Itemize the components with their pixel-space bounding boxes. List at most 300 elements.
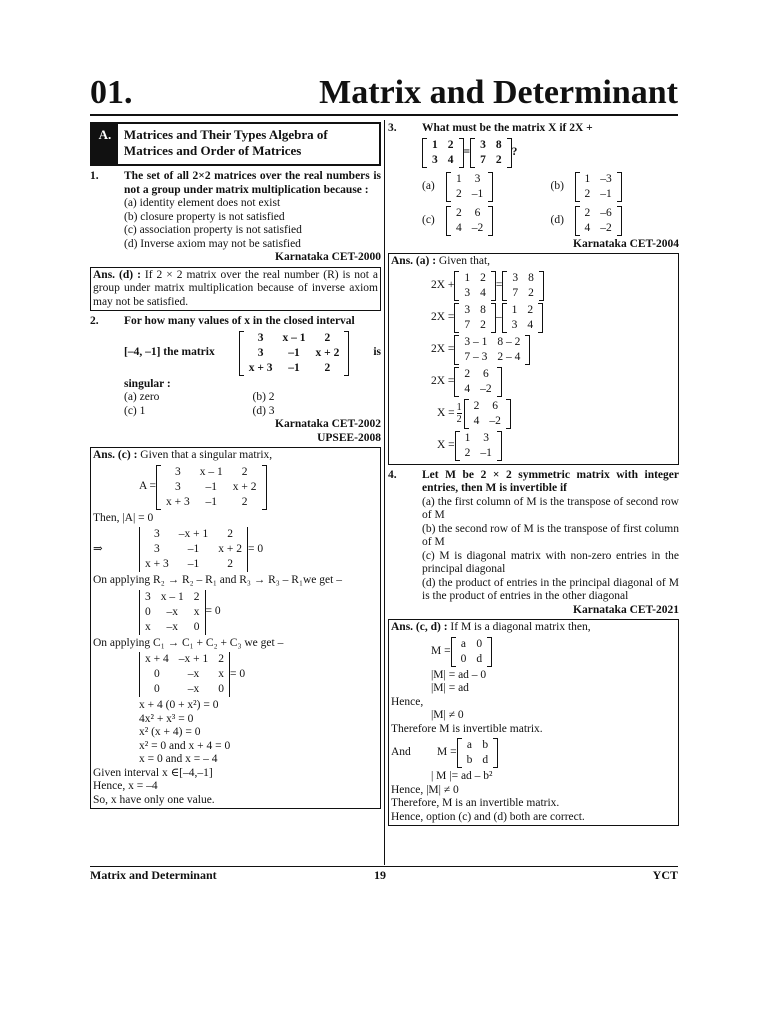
matrix-cell: 3	[480, 138, 486, 151]
matrix-row	[580, 206, 617, 221]
matrix-row	[459, 303, 491, 318]
matrix-cell: x – 1	[199, 465, 223, 478]
matrix-cell: –1	[471, 187, 484, 200]
matrix-cell: 1	[464, 431, 471, 444]
matrix-cell: 0	[476, 637, 483, 650]
matrix-cell: 2	[241, 495, 248, 508]
matrix	[422, 138, 464, 168]
source-label: UPSEE-2008	[317, 431, 381, 444]
bracket-right	[506, 399, 511, 429]
operation-2: On applying C₁ → C₁ + C₂ + C₃ we get –	[93, 636, 284, 649]
matrix-entries	[507, 303, 539, 333]
matrix-row	[580, 221, 617, 236]
matrix	[464, 399, 511, 429]
matrix	[454, 303, 496, 333]
matrix-cell: 2	[324, 331, 331, 344]
matrix-row	[580, 172, 617, 187]
matrix-entries	[140, 527, 247, 572]
singular-text: singular :	[124, 377, 171, 390]
bracket-right	[493, 738, 498, 768]
option-a	[422, 172, 551, 202]
matrix-cell: x + 3	[166, 495, 190, 508]
matrix-entries	[459, 271, 491, 301]
matrix-cell: 6	[492, 399, 499, 412]
matrix-entries	[459, 335, 525, 365]
answer-box-2	[90, 447, 381, 809]
lhs: X =	[437, 406, 455, 419]
matrix-entries	[244, 331, 345, 376]
neq-line: |M| ≠ 0	[431, 709, 464, 721]
option-a: (a) zero	[124, 391, 160, 403]
determinant-line-3	[93, 652, 378, 697]
determinant-line-2	[93, 590, 378, 635]
lhs: 2X =	[431, 342, 455, 355]
matrix-row	[161, 495, 262, 510]
matrix	[457, 738, 499, 768]
options-grid	[90, 391, 381, 418]
matrix	[446, 206, 493, 236]
therefore-line: Therefore, M is an invertible matrix.	[391, 797, 560, 809]
question-number: 1.	[90, 170, 99, 182]
option-c: (c) association property is not satisfied	[124, 224, 302, 236]
matrix-cell: d	[476, 652, 483, 665]
matrix-entries	[507, 271, 539, 301]
matrix-row	[140, 620, 205, 635]
question-number: 4.	[388, 468, 397, 481]
matrix-row	[507, 286, 539, 301]
lhs: M =	[437, 746, 457, 759]
matrix-cell: 8	[480, 303, 486, 316]
bracket-right	[525, 335, 530, 365]
matrix-entries	[140, 652, 229, 697]
implies-arrow: ⇒	[93, 542, 103, 555]
matrix-cell: 3	[464, 286, 471, 299]
option-c: (c) M is diagonal matrix with non-zero entries in the principal diagonal	[422, 549, 679, 575]
matrix-cell: –1	[480, 446, 492, 459]
final-line: Hence, option (c) and (d) both are correct.	[391, 810, 585, 823]
numerator: 1	[456, 402, 462, 413]
bracket-right	[488, 172, 493, 202]
matrix-cell: 2 – 4	[497, 350, 521, 363]
source-label: Karnataka CET-2021	[573, 603, 679, 616]
minus: –	[495, 310, 502, 323]
lhs: 2X +	[431, 278, 455, 291]
question-3	[388, 122, 679, 136]
matrix-cell: 2	[584, 187, 591, 200]
matrix-cell: 2	[324, 361, 331, 374]
matrix-cell: 2	[456, 187, 462, 200]
question-4	[388, 469, 679, 496]
a-eq: A =	[139, 480, 157, 493]
determinant	[139, 590, 206, 635]
matrix-row	[459, 335, 525, 350]
matrix-cell: 1	[464, 271, 471, 284]
matrix-cell: 3	[154, 543, 160, 555]
bracket-right	[488, 206, 493, 236]
matrix-row	[456, 637, 488, 652]
matrix-cell: 0	[154, 683, 160, 695]
matrix-row	[161, 465, 262, 480]
matrix-row	[460, 431, 497, 446]
matrix-cell: 2	[227, 528, 233, 540]
matrix-cell: –x	[187, 668, 200, 680]
matrix	[446, 172, 493, 202]
matrix	[455, 431, 502, 461]
answer-box-1	[90, 267, 381, 312]
matrix-cell: b	[466, 754, 473, 766]
matrix-cell: 4	[473, 414, 480, 427]
det-line: |M| = ad – 0	[431, 668, 487, 681]
matrix-cell: 1	[584, 172, 591, 185]
operation-1: On applying R₂ → R₂ – R₁ and R₃ → R₃ – R₁we get –	[93, 574, 342, 586]
matrix-row	[507, 318, 539, 333]
matrix-cell: 3	[257, 346, 264, 359]
conclusion: Given interval x ∈[–4,–1]	[93, 766, 213, 779]
equation-line	[391, 367, 676, 397]
matrix-cell: 2	[480, 271, 486, 284]
equation-line	[391, 303, 676, 333]
matrix-cell: 3	[483, 431, 490, 444]
matrix-cell: –1	[288, 346, 300, 359]
option-a: (a) identity element does not exist	[124, 197, 281, 209]
title-rule	[90, 114, 678, 116]
option-label: (c)	[422, 213, 435, 226]
det-line: |M| = ad	[431, 682, 469, 694]
matrix-cell: –1	[600, 187, 612, 200]
matrix-cell: 7	[512, 286, 519, 299]
matrix-row	[507, 271, 539, 286]
matrix-cell: x + 2	[315, 346, 340, 359]
matrix-cell: 3	[464, 303, 471, 316]
therefore-line: Therefore M is invertible matrix.	[391, 722, 543, 735]
answer-box-3	[388, 253, 679, 465]
equation-line	[391, 738, 676, 768]
matrix	[470, 138, 512, 168]
matrix-cell: –x	[166, 620, 178, 633]
det-line: | M |= ad – b²	[431, 770, 493, 782]
source-label: Karnataka CET-2004	[573, 237, 679, 250]
matrix	[454, 367, 501, 397]
bracket-right	[497, 367, 502, 397]
question-text: The set of all 2×2 matrices over the real numbers is not a group under matrix multiplication because :	[124, 170, 381, 196]
matrix-cell: –2	[471, 221, 484, 234]
matrix-cell: 7	[464, 318, 471, 331]
bracket-right	[497, 431, 502, 461]
matrix-cell: x + 3	[248, 361, 273, 374]
matrix-cell: 2	[473, 399, 480, 412]
matrix-cell: 7 – 3	[464, 350, 488, 363]
matrix-cell: x	[193, 605, 200, 618]
equals-zero: = 0	[248, 542, 264, 555]
answer-text: Given that a singular matrix,	[137, 449, 273, 461]
matrix-cell: 3	[474, 172, 481, 185]
matrix-row	[459, 350, 525, 365]
matrix	[156, 465, 267, 510]
question-3-equation	[388, 138, 679, 168]
lhs: X =	[437, 438, 455, 451]
matrix-cell: 2	[218, 653, 224, 665]
option-b: (b) 2	[252, 391, 275, 403]
option-b	[551, 172, 680, 202]
source-label: Karnataka CET-2002	[275, 418, 381, 430]
matrix-cell: 2	[193, 590, 200, 603]
matrix-cell: x + 2	[232, 480, 257, 493]
matrix-cell: 4	[456, 221, 462, 234]
matrix-entries	[580, 206, 617, 236]
matrix-cell: –x + 1	[178, 528, 209, 540]
determinant	[139, 652, 230, 697]
matrix-cell: 3	[175, 480, 181, 493]
matrix-row	[244, 331, 345, 346]
matrix-cell: 3	[512, 271, 519, 284]
matrix-cell: a	[460, 637, 467, 650]
bracket-right	[617, 172, 622, 202]
matrix-cell: 7	[480, 153, 486, 166]
matrix-cell: –x	[166, 605, 178, 618]
lhs: 2X =	[431, 310, 455, 323]
option-label: (d)	[550, 213, 564, 226]
interval-text: [–4, –1] the matrix	[124, 346, 215, 359]
equation-line	[391, 271, 676, 301]
page-number: 19	[374, 868, 386, 882]
matrix-cell: 0	[154, 668, 160, 680]
question-number: 2.	[90, 315, 99, 327]
matrix-cell: x	[218, 668, 224, 680]
answer-text: If 2 × 2 matrix over the real number (R) is not a group under matrix multiplication because of inverse axiom may not be satisfied.	[93, 268, 378, 308]
matrix	[575, 206, 622, 236]
matrix-cell: 3	[257, 331, 264, 344]
matrix-cell: 1	[456, 172, 462, 185]
bracket-right	[344, 331, 349, 376]
matrix-row	[140, 652, 229, 667]
matrix-cell: –1	[187, 543, 200, 555]
matrix-cell: 3	[145, 590, 151, 603]
matrix-cell: x + 3	[145, 558, 169, 570]
matrix-row	[451, 206, 488, 221]
matrix	[239, 331, 350, 376]
matrix-entries	[459, 367, 496, 397]
matrix-row	[456, 652, 488, 667]
answer-text: If M is a diagonal matrix then,	[447, 621, 591, 633]
equation-a	[93, 465, 378, 510]
denominator: 2	[456, 414, 462, 425]
bracket-right	[539, 271, 544, 301]
answer-label: Ans. (d) :	[93, 268, 141, 281]
matrix-cell: –2	[480, 382, 492, 395]
matrix-cell: a	[466, 739, 473, 751]
equation-line	[391, 637, 676, 667]
lhs: M =	[431, 644, 451, 657]
matrix-cell: 2	[495, 153, 502, 166]
matrix-row	[140, 527, 247, 542]
question-2	[90, 315, 381, 329]
matrix	[454, 271, 496, 301]
bracket-right	[487, 637, 492, 667]
matrix-row	[475, 138, 507, 153]
answer-box-4	[388, 619, 679, 826]
step: x = 0 and x = – 4	[139, 753, 218, 765]
matrix-entries	[161, 465, 262, 510]
matrix-row	[140, 605, 205, 620]
matrix-row	[451, 172, 488, 187]
matrix-cell: 3	[511, 318, 518, 331]
conclusion: Hence, x = –4	[93, 780, 158, 792]
matrix-cell: –x + 1	[178, 653, 209, 665]
matrix-cell: 2	[480, 318, 486, 331]
matrix-row	[462, 753, 494, 768]
option-label: (b)	[550, 179, 564, 192]
matrix-row	[459, 286, 491, 301]
publisher: YCT	[652, 868, 678, 882]
matrix-entries	[456, 637, 488, 667]
chapter-number: 01.	[90, 74, 133, 111]
matrix-cell: 0	[218, 683, 224, 695]
matrix-row	[580, 187, 617, 202]
matrix-entries	[451, 206, 488, 236]
matrix-cell: d	[482, 754, 489, 766]
matrix-cell: 2	[447, 138, 454, 151]
matrix-row	[140, 557, 247, 572]
question-mark: ?	[511, 145, 518, 158]
matrix-cell: 0	[145, 605, 151, 618]
matrix-cell: x	[145, 620, 151, 633]
matrix-cell: –1	[205, 480, 218, 493]
matrix-entries	[460, 431, 497, 461]
matrix-row	[460, 446, 497, 461]
matrix-cell: 4	[527, 318, 534, 331]
matrix-cell: 2	[464, 446, 471, 459]
question-text: What must be the matrix X if 2X +	[422, 122, 593, 134]
option-label: (a)	[422, 179, 435, 192]
matrix-cell: 4	[480, 286, 486, 299]
equation-line	[391, 431, 676, 461]
matrix-entries	[469, 399, 506, 429]
determinant	[139, 527, 248, 572]
matrix-cell: –x	[187, 683, 200, 695]
matrix-row	[140, 682, 229, 697]
step: x + 4 (0 + x²) = 0	[139, 699, 219, 711]
matrix-cell: 4	[584, 221, 591, 234]
step: 4x² + x³ = 0	[139, 712, 194, 725]
question-number: 3.	[388, 122, 397, 134]
source-label: Karnataka CET-2000	[275, 251, 381, 263]
option-a: (a) the first column of M is the transpose of second row of M	[422, 495, 679, 521]
then-line: Then, |A| = 0	[93, 511, 154, 524]
matrix-cell: b	[482, 739, 489, 751]
matrix-row	[140, 590, 205, 605]
equals: =	[463, 145, 471, 158]
matrix	[502, 271, 544, 301]
matrix-row	[161, 480, 262, 495]
matrix-row	[462, 738, 494, 753]
matrix-entries	[451, 172, 488, 202]
answer-label: Ans. (a) :	[391, 255, 437, 267]
determinant-line-1	[93, 527, 378, 572]
matrix-cell: x – 1	[282, 331, 306, 344]
options-grid	[388, 170, 679, 238]
matrix-row	[244, 346, 345, 361]
matrix-cell: –6	[600, 206, 612, 219]
matrix-cell: 8	[495, 138, 502, 151]
step: x² (x + 4) = 0	[139, 726, 201, 738]
option-d: (d) 3	[252, 404, 275, 417]
matrix-cell: 3 – 1	[464, 335, 488, 348]
matrix-entries	[140, 590, 205, 635]
left-column	[90, 120, 381, 809]
option-c: (c) 1	[124, 404, 146, 417]
option-c	[422, 206, 551, 236]
equation-line	[391, 399, 676, 429]
question-1	[90, 170, 381, 197]
chapter-title: Matrix and Determinant	[319, 74, 678, 111]
matrix-row	[451, 221, 488, 236]
bracket-right	[617, 206, 622, 236]
matrix-cell: 2	[227, 558, 233, 570]
matrix-row	[469, 399, 506, 414]
matrix-row	[469, 414, 506, 429]
matrix-cell: –2	[600, 221, 612, 234]
matrix-cell: x + 2	[218, 543, 242, 555]
matrix-cell: 8 – 2	[497, 335, 521, 348]
matrix-row	[451, 187, 488, 202]
equals-zero: = 0	[230, 667, 246, 680]
matrix	[454, 335, 530, 365]
matrix-cell: 2	[241, 465, 248, 478]
equals-zero: = 0	[205, 605, 221, 618]
is-text: is	[373, 346, 381, 359]
matrix-cell: 3	[154, 528, 160, 540]
matrix	[451, 637, 493, 667]
right-column	[388, 120, 679, 826]
matrix-entries	[475, 138, 507, 168]
question-2-matrix-line	[90, 331, 381, 376]
matrix-cell: 1	[511, 303, 518, 316]
matrix	[502, 303, 544, 333]
footer-title: Matrix and Determinant	[90, 868, 217, 882]
option-d	[551, 206, 680, 236]
answer-text: Given that,	[436, 255, 491, 267]
question-text: Let M be 2 × 2 symmetric matrix with integer entries, then M is invertible if	[422, 468, 679, 494]
matrix-cell: 6	[474, 206, 481, 219]
matrix-cell: 0	[193, 620, 200, 633]
matrix-cell: x – 1	[160, 590, 184, 603]
matrix-cell: –1	[288, 361, 300, 374]
matrix-row	[459, 271, 491, 286]
and-label: And	[391, 746, 411, 759]
lhs: 2X =	[431, 374, 455, 387]
matrix-cell: 0	[460, 652, 467, 665]
matrix-cell: 8	[528, 271, 534, 284]
section-title: Matrices and Their Types Algebra of Matrices and Order of Matrices	[123, 127, 328, 158]
matrix-cell: 6	[483, 367, 489, 380]
matrix-cell: 2	[527, 303, 534, 316]
matrix-cell: 4	[447, 153, 454, 166]
question-text: For how many values of x in the closed interval	[124, 315, 355, 327]
footer-rule	[90, 866, 678, 867]
hence-line: Hence,	[391, 695, 424, 708]
matrix-row	[140, 667, 229, 682]
matrix-row	[459, 367, 496, 382]
matrix-cell: x + 4	[145, 653, 169, 665]
matrix-cell: –1	[205, 495, 218, 508]
matrix-cell: 3	[175, 465, 181, 478]
column-divider	[384, 120, 385, 865]
section-box	[90, 122, 381, 166]
matrix-entries	[427, 138, 459, 168]
conclusion: So, x have only one value.	[93, 793, 215, 806]
matrix-entries	[462, 738, 494, 768]
matrix-cell: 3	[432, 153, 438, 166]
